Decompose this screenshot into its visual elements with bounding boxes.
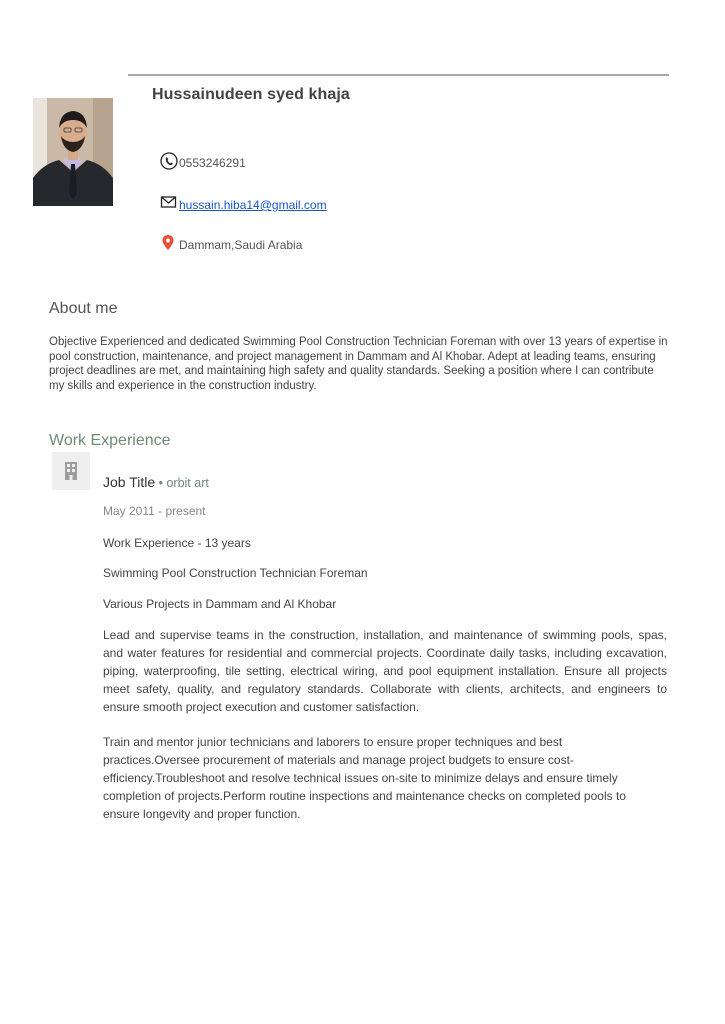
job-line-role: Swimming Pool Construction Technician Foreman <box>103 566 368 580</box>
contact-location <box>160 234 302 252</box>
job-title: Job Title <box>103 474 156 490</box>
contact-phone <box>160 152 246 170</box>
job-description-paragraph-2: Train and mentor junior technicians and laborers to ensure proper techniques and best practices.Oversee procurement of materials and manage project budgets to ensure cost-efficiency.Troubleshoot and resolve technical issues on-site to minimize delays and ensure timely completion of projects.Perform routine inspections and maintenance checks on completed pools to ensure longevity and proper function. <box>103 735 626 821</box>
job-title-line <box>103 474 209 490</box>
map-pin-icon <box>160 234 178 252</box>
about-text: Objective Experienced and dedicated Swimming Pool Construction Technician Foreman with over 13 years of expertise in pool construction, maintenance, and project management in Dammam and Al Khobar. Adept at leading teams, ensuring project deadlines are met, and maintaining high safety and quality standards. Seeking a position where I can contribute my skills and experience in the construction industry. <box>49 336 668 392</box>
job-line-experience: Work Experience - 13 years <box>103 536 251 550</box>
profile-photo <box>33 98 113 206</box>
phone-number: 0553246291 <box>179 156 246 170</box>
header-divider <box>128 74 669 76</box>
job-separator: • <box>155 476 167 490</box>
job-line-projects: Various Projects in Dammam and Al Khobar <box>103 597 337 611</box>
job-description-paragraph-1: Lead and supervise teams in the construction, installation, and maintenance of swimming pools, spas, and water features for residential and commercial projects. Coordinate daily tasks, including excavation, piping, waterproofing, tile setting, electrical wiring, and pool equipment installation. Ensure all projects meet safety, quality, and regulatory standards. Collaborate with clients, architects, and engineers to ensure smooth project execution and customer satisfaction. <box>103 628 667 714</box>
job-dates: May 2011 - present <box>103 504 206 518</box>
profile-name: Hussainudeen syed khaja <box>152 86 350 103</box>
building-icon <box>52 452 90 490</box>
about-heading: About me <box>49 300 118 317</box>
work-experience-heading: Work Experience <box>49 432 171 449</box>
phone-icon <box>160 152 178 170</box>
email-link[interactable]: hussain.hiba14@gmail.com <box>179 198 327 212</box>
location-text: Dammam,Saudi Arabia <box>179 238 303 252</box>
job-company: orbit art <box>166 476 209 490</box>
envelope-icon <box>160 194 178 212</box>
contact-email <box>160 194 327 212</box>
